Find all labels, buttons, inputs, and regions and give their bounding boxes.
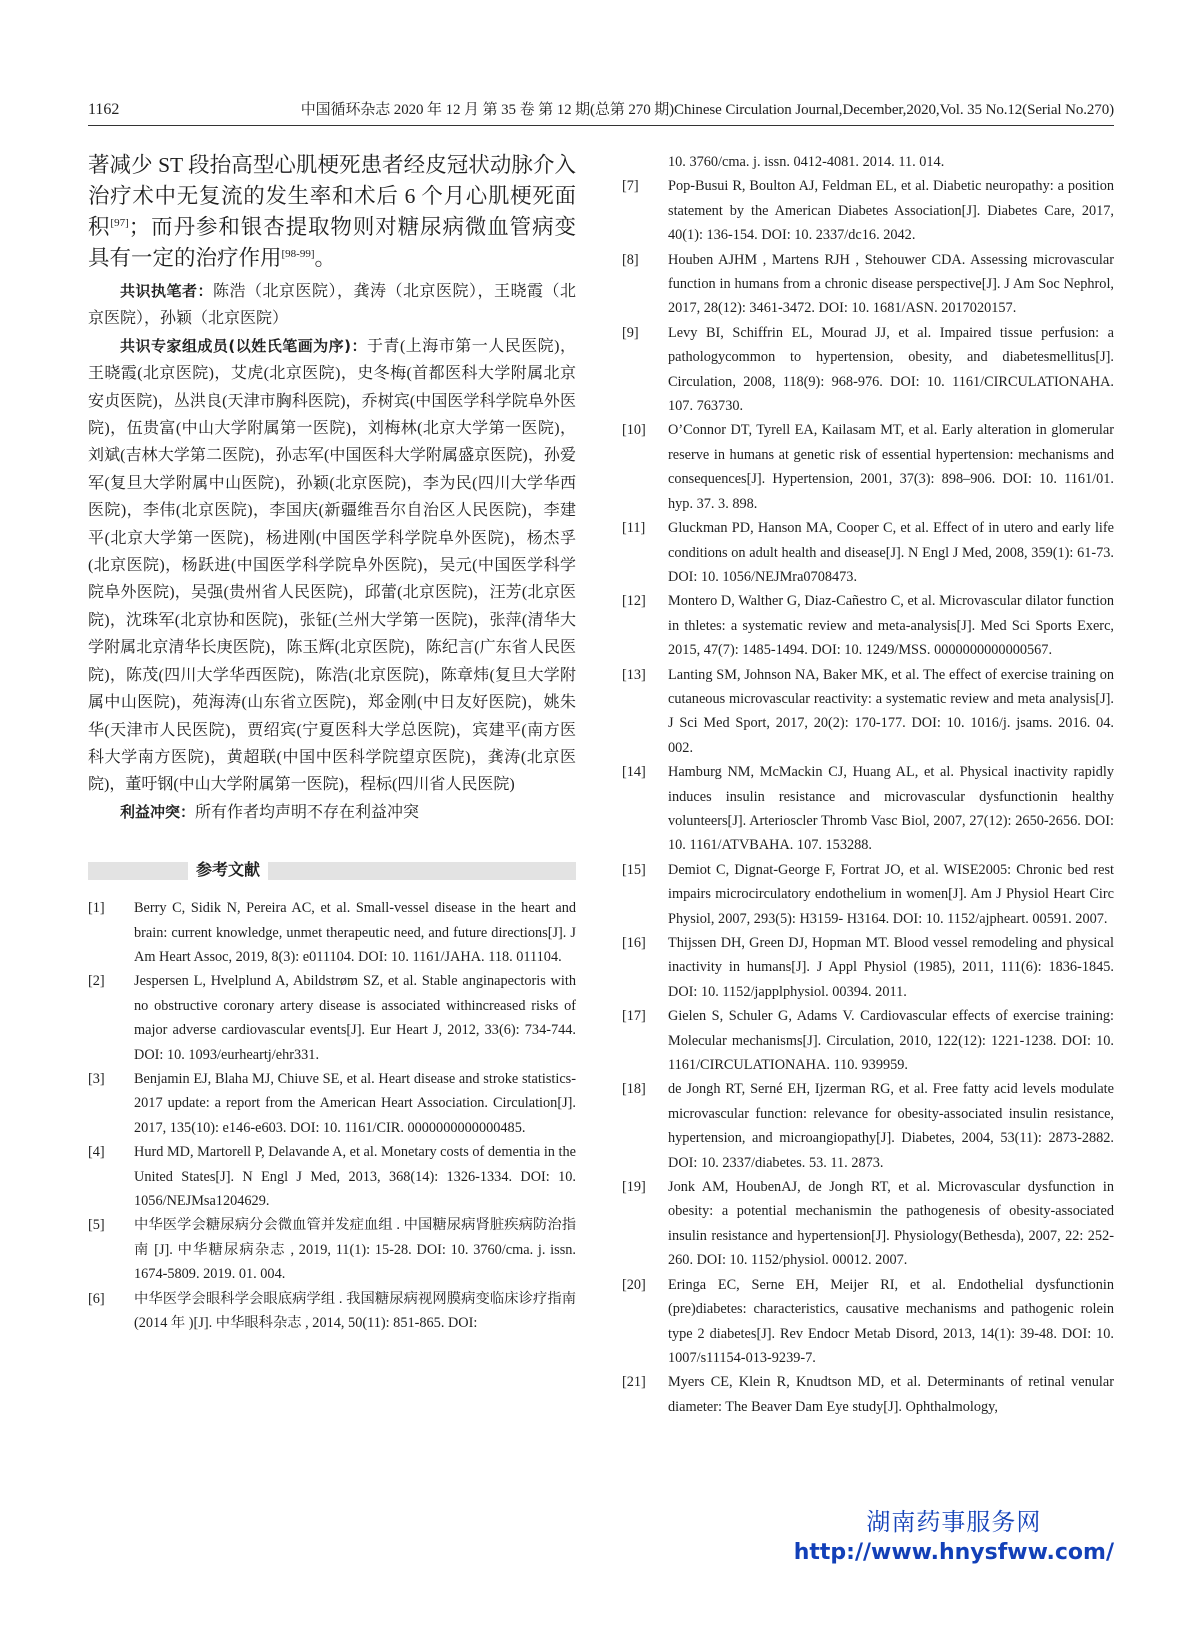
reference-number: [4] xyxy=(88,1144,105,1161)
reference-text: Thijssen DH, Green DJ, Hopman MT. Blood vessel remodeling and physical inactivity in humans[J]. J Appl Physiol (1985), 2011, 111(6): 1836-1845. DOI: 10. 1152/japplphysiol. 00394. 2011. xyxy=(668,935,1114,1000)
reference-text: Houben AJHM , Martens RJH , Stehouwer CDA. Assessing microvascular function in humans from a chronic disease perspective[J]. J Am Soc Nephrol, 2017, 28(12): 3461-3472. DOI: 10. 1681/ASN. 2017020157. xyxy=(668,251,1114,317)
references-list-left xyxy=(88,896,576,1335)
reference-text: Levy BI, Schiffrin EL, Mourad JJ, et al. Impaired tissue perfusion: a pathologycommon to hypertension, obesity, and diabetesmellitus[J]. Circulation, 2008, 118(9): 968-976. DOI: 10. 1161/CIRCULATIONAHA. 107. 763730. xyxy=(668,324,1114,415)
reference-number: [16] xyxy=(622,935,646,951)
reference-item xyxy=(622,1273,1114,1371)
reference-text: Montero D, Walther G, Diaz-Cañestro C, et al. Microvascular dilator function in thletes: a systematic review and meta-analysis[J]. Med Sci Sports Exerc, 2015, 47(7): 1485-1494. DOI: 10. 1249/MSS. 0000000000000567. xyxy=(668,593,1114,659)
reference-item-continued xyxy=(622,150,1114,174)
reference-item xyxy=(622,1175,1114,1273)
reference-text: Eringa EC, Serne EH, Meijer RI, et al. Endothelial dysfunctionin (pre)diabetes: characteristics, causative mechanisms and pathogenic rolein type 2 diabetes[J]. Rev Endocr Metab Disord, 2013, 14(1): 39-48. DOI: 10. 1007/s11154-013-9239-7. xyxy=(668,1276,1114,1366)
authors-label: 共识执笔者： xyxy=(120,282,213,300)
reference-number: [15] xyxy=(622,861,646,878)
page-header xyxy=(88,98,1114,126)
reference-text: Hamburg NM, McMackin CJ, Huang AL, et al. Physical inactivity rapidly induces insulin resistance and microvascular dysfunctionin healthy volunteers[J]. Arterioscler Thromb Vasc Biol, 2007, 27(12): 2650-2656. DOI: 10. 1161/ATVBAHA. 107. 153288. xyxy=(668,764,1114,854)
reference-text: Gluckman PD, Hanson MA, Cooper C, et al. Effect of in utero and early life conditions on adult health and disease[J]. N Engl J Med, 2008, 359(1): 61-73. DOI: 10. 1056/NEJMra0708473. xyxy=(668,520,1114,585)
reference-item xyxy=(622,931,1114,1004)
reference-item xyxy=(88,1213,576,1286)
authors-paragraph xyxy=(88,278,576,333)
experts-label: 共识专家组成员(以姓氏笔画为序)： xyxy=(120,336,367,355)
lead-text-b: ；而丹参和银杏提取物则对糖尿病微血管病变具有一定的治疗作用 xyxy=(88,215,576,270)
reference-item xyxy=(88,896,576,969)
citation-97: [97] xyxy=(110,216,129,229)
reference-number: [9] xyxy=(622,324,639,341)
reference-number: [18] xyxy=(622,1081,646,1098)
reference-item xyxy=(622,1077,1114,1175)
conflict-paragraph xyxy=(88,799,576,826)
right-column xyxy=(622,150,1114,1419)
reference-number: [19] xyxy=(622,1179,646,1196)
lead-text-a: 著减少 ST 段抬高型心肌梗死患者经皮冠状动脉介入治疗术中无复流的发生率和术后 6 个月心肌梗死面积 xyxy=(88,153,576,239)
reference-text: Benjamin EJ, Blaha MJ, Chiuve SE, et al. Heart disease and stroke statistics-2017 update: a report from the American Heart Association. Circulation[J]. 2017, 135(10): e146-e603. DOI: 10. 1161/CIR. 0000000000000485. xyxy=(134,1070,576,1136)
reference-item xyxy=(622,418,1114,516)
reference-item xyxy=(622,760,1114,858)
reference-number: [2] xyxy=(88,973,105,990)
reference-text: Jespersen L, Hvelplund A, Abildstrøm SZ, et al. Stable anginapectoris with no obstructive coronary artery disease is associated withincreased risks of major adverse cardiovascular events[J]. Eur Heart J, 2012, 33(6): 734-744. DOI: 10. 1093/eurheartj/ehr331. xyxy=(134,973,576,1063)
reference-number: [14] xyxy=(622,764,646,781)
reference-text: 中华医学会眼科学会眼底病学组 . 我国糖尿病视网膜病变临床诊疗指南 (2014 年 )[J]. 中华眼科杂志 , 2014, 50(11): 851-865. DOI: xyxy=(134,1290,576,1332)
reference-text: de Jongh RT, Serné EH, Ijzerman RG, et al. Free fatty acid levels modulate microvascular function: relevance for obesity-associated insulin resistance, hypertension, and microangiopathy[J]. Diabetes, 2004, 53(11): 2873-2882. DOI: 10. 2337/diabetes. 53. 11. 2873. xyxy=(668,1081,1114,1171)
reference-item xyxy=(622,589,1114,662)
reference-text: Berry C, Sidik N, Pereira AC, et al. Small-vessel disease in the heart and brain: current knowledge, unmet therapeutic need, and future directions[J]. J Am Heart Assoc, 2019, 8(3): e011104. DOI: 10. 1161/JAHA. 118. 011104. xyxy=(134,900,576,965)
reference-item xyxy=(622,663,1114,761)
references-heading: 参考文献 xyxy=(188,859,268,881)
reference-number: [20] xyxy=(622,1276,646,1293)
reference-number: [10] xyxy=(622,422,646,439)
reference-number: [12] xyxy=(622,593,646,610)
authors-text: 陈浩（北京医院），龚涛（北京医院），王晓霞（北京医院），孙颖（北京医院） xyxy=(88,283,576,328)
conflict-text: 所有作者均声明不存在利益冲突 xyxy=(195,803,420,821)
reference-item xyxy=(88,1140,576,1213)
reference-number: [11] xyxy=(622,520,646,537)
page-number: 1162 xyxy=(88,101,120,118)
reference-text: 中华医学会糖尿病分会微血管并发症血组 . 中国糖尿病肾脏疾病防治指南 [J]. 中华糖尿病杂志 , 2019, 11(1): 15-28. DOI: 10. 3760/cma. j. issn. 1674-5809. 2019. 01. 004. xyxy=(134,1217,576,1283)
experts-text: 于青(上海市第一人民医院)，王晓霞(北京医院)，艾虎(北京医院)，史冬梅(首都医科大学附属北京安贞医院)，丛洪良(天津市胸科医院)，乔树宾(中国医学科学院阜外医院)，伍贵富(中山大学附属第一医院)，刘梅林(北京大学第一医院)，刘斌(吉林大学第二医院)，孙志军(中国医科大学附属盛京医院)，孙爱军(复旦大学附属中山医院)，孙颖(北京医院)，李为民(四川大学华西医院)，李伟(北京医院)，李国庆(新疆维吾尔自治区人民医院)，李建平(北京大学第一医院)，杨进刚(中国医学科学院阜外医院)，杨杰孚(北京医院)，杨跃进(中国医学科学院阜外医院)，吴元(中国医学科学院阜外医院)，吴强(贵州省人民医院)，邱蕾(北京医院)，汪芳(北京医院)，沈珠军(北京协和医院)，张钲(兰州大学第一医院)，张萍(清华大学附属北京清华长庚医院)，陈玉辉(北京医院)，陈纪言(广东省人民医院)，陈茂(四川大学华西医院)，陈浩(北京医院)，陈章炜(复旦大学附属中山医院)，苑海涛(山东省立医院)，郑金刚(中日友好医院)，姚朱华(天津市人民医院)，贾绍宾(宁夏医科大学总医院)，宾建平(南方医科大学南方医院)，黄超联(中国中医科学院望京医院)，龚涛(北京医院)，董吁钢(中山大学附属第一医院)，程标(四川省人民医院) xyxy=(88,337,576,794)
reference-item xyxy=(88,1067,576,1140)
reference-item xyxy=(622,321,1114,419)
reference-text: Jonk AM, HoubenAJ, de Jongh RT, et al. Microvascular dysfunction in obesity: a potential mechanismin the pathogenesis of obesity-associated insulin resistance and hypertension[J]. Physiology(Bethesda), 2007, 22: 252-260. DOI: 10. 1152/physiol. 00012. 2007. xyxy=(668,1179,1114,1269)
references-heading-bar xyxy=(88,862,576,880)
left-column xyxy=(88,150,576,1335)
lead-paragraph xyxy=(88,150,576,274)
watermark-site-name: 湖南药事服务网 xyxy=(866,1508,1042,1536)
reference-text: Pop-Busui R, Boulton AJ, Feldman EL, et al. Diabetic neuropathy: a position statement by the American Diabetes Association[J]. Diabetes Care, 2017, 40(1): 136-154. DOI: 10. 2337/dc16. 2042. xyxy=(668,178,1114,244)
reference-item xyxy=(622,248,1114,321)
reference-number: [3] xyxy=(88,1070,105,1087)
reference-number: [13] xyxy=(622,666,646,683)
experts-paragraph xyxy=(88,333,576,799)
reference-text: Lanting SM, Johnson NA, Baker MK, et al. The effect of exercise training on cutaneous microvascular reactivity: a systematic review and meta analysis[J]. J Sci Med Sport, 2017, 20(2): 170-177. DOI: 10. 1016/j. jsams. 2016. 04. 002. xyxy=(668,666,1114,756)
reference-text: Demiot C, Dignat-George F, Fortrat JO, et al. WISE2005: Chronic bed rest impairs microcirculatory endothelium in women[J]. Am J Physiol Heart Circ Physiol, 2007, 293(5): H3159- H3164. DOI: 10. 1152/ajpheart. 00591. 2007. xyxy=(668,861,1114,927)
reference-text: O’Connor DT, Tyrell EA, Kailasam MT, et al. Early alteration in glomerular reserve in humans at genetic risk of essential hypertension: mechanisms and consequences[J]. Hypertension, 2001, 37(3): 898–906. DOI: 10. 1161/01. hyp. 37. 3. 898. xyxy=(668,422,1114,512)
conflict-label: 利益冲突： xyxy=(120,802,196,821)
citation-98-99: [98-99] xyxy=(281,247,315,260)
watermark-url[interactable]: http://www.hnysfww.com/ xyxy=(793,1540,1114,1565)
reference-number: [5] xyxy=(88,1217,105,1234)
reference-item xyxy=(622,858,1114,931)
reference-text: Gielen S, Schuler G, Adams V. Cardiovascular effects of exercise training: Molecular mechanisms[J]. Circulation, 2010, 122(12): 1221-1238. DOI: 10. 1161/CIRCULATIONAHA. 110. 939959. xyxy=(668,1008,1114,1074)
reference-text: Myers CE, Klein R, Knudtson MD, et al. Determinants of retinal venular diameter: The Beaver Dam Eye study[J]. Ophthalmology, xyxy=(668,1374,1114,1415)
reference-number: [8] xyxy=(622,251,639,268)
reference-number: [21] xyxy=(622,1374,646,1391)
reference-number: [1] xyxy=(88,900,105,917)
reference-item xyxy=(622,1370,1114,1419)
reference-number: [17] xyxy=(622,1008,646,1025)
reference-item xyxy=(622,1004,1114,1077)
reference-number: [7] xyxy=(622,178,639,195)
reference-item xyxy=(622,174,1114,247)
reference-item xyxy=(622,516,1114,589)
lead-text-c: 。 xyxy=(314,246,337,270)
reference-text: Hurd MD, Martorell P, Delavande A, et al. Monetary costs of dementia in the United States[J]. N Engl J Med, 2013, 368(14): 1326-1334. DOI: 10. 1056/NEJMsa1204629. xyxy=(134,1144,576,1209)
reference-text: 10. 3760/cma. j. issn. 0412-4081. 2014. 11. 014. xyxy=(668,154,945,170)
reference-number: [6] xyxy=(88,1290,105,1307)
site-watermark xyxy=(794,1506,1114,1568)
references-list-right xyxy=(622,150,1114,1419)
reference-item xyxy=(88,969,576,1067)
reference-item xyxy=(88,1287,576,1336)
journal-running-title: 中国循环杂志 2020 年 12 月 第 35 卷 第 12 期(总第 270 期)Chinese Circulation Journal,December,2020,Vol. 35 No.12(Serial No.270) xyxy=(300,102,1114,118)
